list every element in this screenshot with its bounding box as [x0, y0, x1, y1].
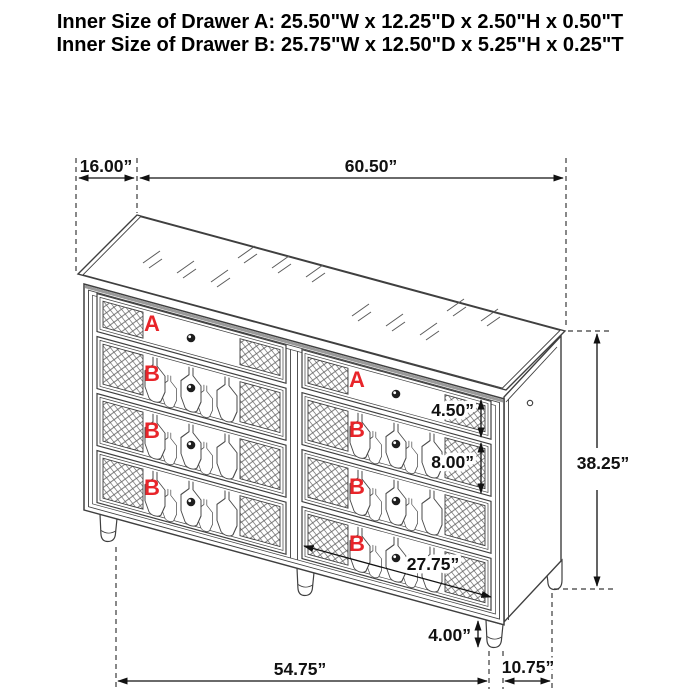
drawer-label-right-b3: B	[349, 531, 365, 556]
dim-label-drawer-b-height: 8.00”	[431, 452, 474, 472]
knob-icon	[187, 384, 196, 393]
knob-icon	[187, 441, 196, 450]
knob-icon	[392, 440, 401, 449]
title-line-2: Inner Size of Drawer B: 25.75"W x 12.50"D x 5.25"H x 0.25"T	[56, 34, 624, 56]
drawer-label-left-a: A	[144, 311, 160, 336]
drawer-label-right-a: A	[349, 367, 365, 392]
dim-label-drawer-width: 27.75”	[406, 554, 460, 574]
drawer-label-left-b2: B	[144, 418, 160, 443]
drawer-label-left-b1: B	[144, 361, 160, 386]
dim-label-top-depth: 16.00”	[79, 156, 133, 176]
knob-icon	[187, 498, 196, 507]
title-line-1: Inner Size of Drawer A: 25.50"W x 12.25"D x 2.50"H x 0.50"T	[56, 11, 624, 33]
knob-icon	[187, 334, 196, 343]
dim-label-overall-height: 38.25”	[576, 453, 630, 473]
drawer-label-right-b1: B	[349, 417, 365, 442]
dim-label-side-leg-span: 10.75”	[501, 657, 555, 677]
knob-icon	[392, 554, 401, 563]
dim-label-top-width: 60.50”	[344, 156, 398, 176]
dim-label-drawer-a-height: 4.50”	[431, 400, 474, 420]
dim-label-front-leg-span: 54.75”	[273, 659, 327, 679]
drawer-label-right-b2: B	[349, 474, 365, 499]
knob-icon	[392, 390, 401, 399]
knob-icon	[392, 497, 401, 506]
drawer-label-left-b3: B	[144, 475, 160, 500]
side-panel-peg-hole	[527, 400, 532, 405]
dim-label-leg-height: 4.00”	[428, 625, 471, 645]
